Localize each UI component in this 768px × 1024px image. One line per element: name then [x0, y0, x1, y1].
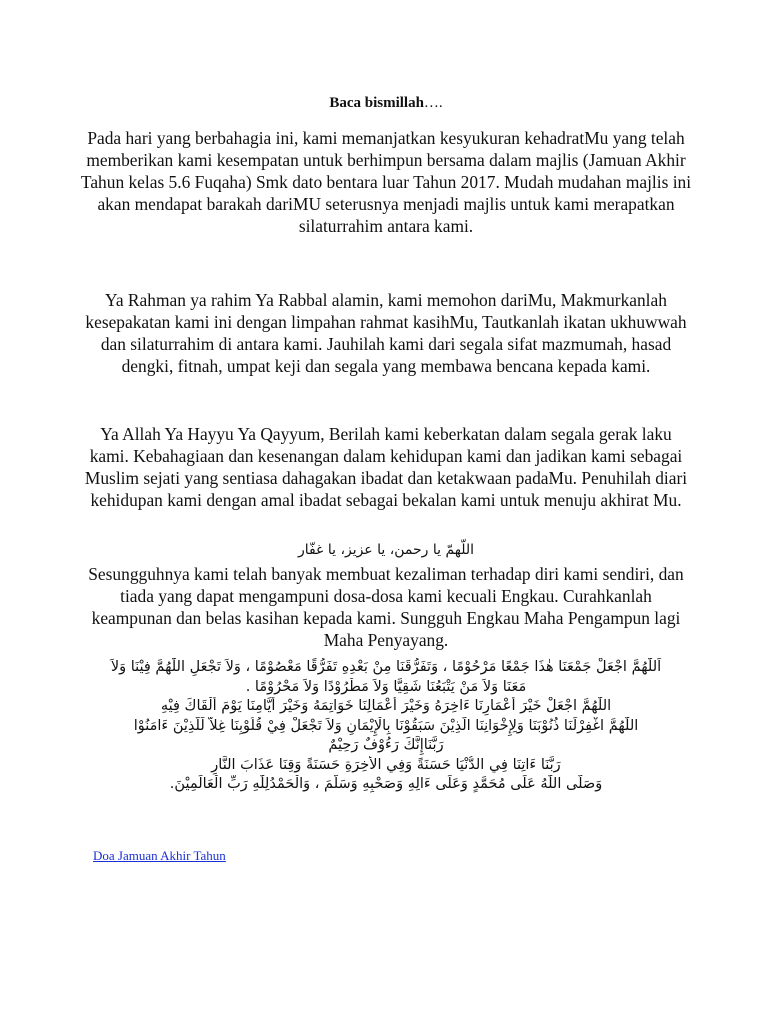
arabic-line: وَصَلَّى اللّٰهُ عَلَى مُحَمَّدٍ وَعَلَى ءَالِهِ وَصَحْبِهِ وَسَلَّمَ ، وَالْحَمْدُلِلّٰهِ رَبِّ الْعَالَمِيْنَ. — [169, 776, 603, 792]
arabic-line: اللّٰهُمَّ اغْفِرْلَنَا ذُنُوْبَنَا وَلِإِخْوَانِنَا الَّذِيْنَ سَبَقُوْنَا بِالْإِيْمَانِ وَلاَ تَجْعَلْ فِيْ قُلُوْبِنَا غِلاًّ لِّلَّذِيْنَ ءَامَنُوْا — [133, 717, 639, 734]
paragraph-sesungguhnya: Sesungguhnya kami telah banyak membuat kezaliman terhadap diri kami sendiri, dan tiada yang dapat mengampuni dosa-dosa kami kecuali Engkau. Curahkanlah keampunan dan belas kasihan kepada kami. Sungguh Engkau Maha Pengampun lagi Maha Penyayang. — [88, 564, 684, 650]
arabic-line: رَبَّنَاإِنَّكَ رَءُوْفٌ رَحِيْمٌ — [328, 737, 444, 753]
arabic-line: مَعَنَا وَلاَ مَنْ يَتْبَعُنَا شَقِيًّا وَلاَ مَطْرُوْدًا وَلاَ مَحْرُوْمًا . — [245, 678, 527, 695]
arabic-prayer-block — [80, 658, 692, 795]
document-title — [80, 93, 692, 113]
title-text: Baca bismillah — [329, 95, 424, 111]
paragraph-ya-allah: Ya Allah Ya Hayyu Ya Qayyum, Berilah kami keberkatan dalam segala gerak laku kami. Kebahagiaan dan kesenangan dalam kehidupan kami dan jadikan kami sebagai Muslim sejati yang sentiasa dahagakan ibadat dan ketakwaan padaMu. Penuhilah diari kehidupan kami dengan amal ibadat sebagai bekalan kami untuk menuju akhirat Mu. — [84, 424, 688, 510]
paragraph-ya-rahman: Ya Rahman ya rahim Ya Rabbal alamin, kami memohon dariMu, Makmurkanlah kesepakatan kami ini dengan limpahan rahmat kasihMu, Tautkanlah ikatan ukhuwwah dan silaturrahim di antara kami. Jauhilah kami dari segala sifat mazmumah, hasad dengki, fitnah, umpat keji dan segala yang membawa bencana kepada kami. — [85, 290, 687, 376]
paragraph-opening: Pada hari yang berbahagia ini, kami memanjatkan kesyukuran kehadratMu yang telah memberikan kami kesempatan untuk berhimpun bersama dalam majlis (Jamuan Akhir Tahun kelas 5.6 Fuqaha) Smk dato bentara luar Tahun 2017. Mudah mudahan majlis ini akan mendapat barakah dariMU seterusnya menjadi majlis untuk kami merapatkan silaturrahim antara kami. — [80, 128, 692, 236]
doa-jamuan-link[interactable]: Doa Jamuan Akhir Tahun — [93, 848, 226, 863]
arabic-line: اَللّٰهُمَّ اجْعَلْ جَمْعَنَا هٰذَا جَمْعًا مَرْحُوْمًا ، وَتَفَرُّقَنَا مِنْ بَعْدِهِ تَفَرُّقًا مَعْصُوْمًا ، وَلاَ تَجْعَلِ اللّٰهُمَّ فِيْنَا وَلاَ — [110, 659, 662, 675]
arabic-line: اللّٰهُمَّ اجْعَلْ خَيْرَ أَعْمَارِنَا ءَاخِرَهُ وَخَيْرَ أَعْمَالِنَا خَوَاتِمَهُ وَخَيْرَ أَيَّامِنَا يَوْمَ أَلْقَاكَ فِيْهِ — [160, 698, 612, 714]
arabic-invocation: اللّهمّ يا رحمن، يا عزيز، يا غفّار — [297, 542, 475, 558]
title-ellipsis: …. — [423, 95, 443, 111]
arabic-line: رَبَّنَا ءَاتِنَا فِي الدُّنْيَا حَسَنَةً وَفِي الأَخِرَةِ حَسَنَةً وَقِنَا عَذَابَ النَّارِ — [211, 756, 561, 773]
document-page — [80, 0, 692, 1024]
